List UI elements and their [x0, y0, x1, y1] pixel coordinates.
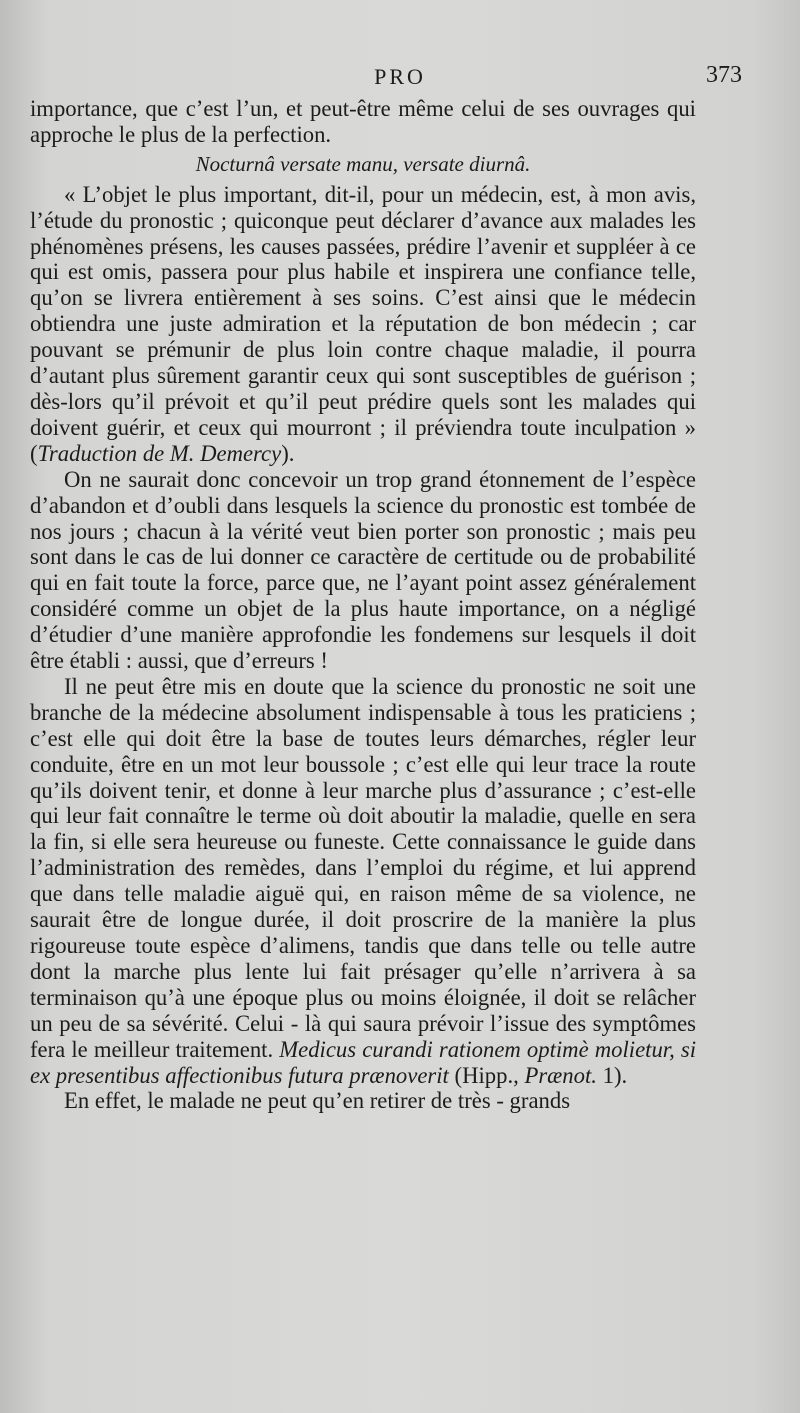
citation-close: ). [281, 440, 295, 466]
reference-close: 1). [596, 1062, 628, 1088]
paragraph: On ne saurait donc concevoir un trop grand étonnement de l’espèce d’abandon et d’oubli dans lesquels la science du pronostic est tombée de nos jours ; chacun à la vérité veut bien porter son pronostic ; mais peu sont dans le cas de lui donner ce caractère de certitude ou de probabilité qui en fait toute la force, parce que, ne l’ayant point assez généralement considéré comme un objet de la plus haute importance, on a négligé d’étudier d’une manière approfondie les fondemens sur lesquels il doit être établi : aussi, que d’erreurs ! [30, 466, 696, 674]
running-title: PRO [374, 64, 426, 89]
quotation-text: « L’objet le plus important, dit-il, pour un médecin, est, à mon avis, l’étude du pronostic ; quiconque peut déclarer d’avance aux malades les phénomènes présens, les causes passées, prédire l’avenir et suppléer à ce qui est omis, passera pour plus habile et inspirera une confiance telle, qu’on se livrera entièrement à ses soins. C’est ainsi que le médecin obtiendra une juste admiration et la réputation de bon médecin ; car pouvant se prémunir de plus loin contre chaque maladie, il pourra d’autant plus sûrement garantir ceux qui sont susceptibles de guérison ; dès-lors qu’il prévoit et qu’il peut prédire quels sont les malades qui doivent guérir, et ceux qui mourront ; il préviendra toute inculpation » ( [30, 181, 696, 466]
reference-abbrev: Prænot. [524, 1062, 597, 1088]
motto: Nocturnâ versate manu, versate diurnâ. [195, 151, 531, 176]
running-head [0, 60, 800, 100]
paragraph [30, 674, 696, 1089]
paragraph-continuation: importance, que c’est l’un, et peut-être même celui de ses ouvrages qui approche le plus de la perfection. [30, 96, 696, 147]
reference-open: (Hipp., [448, 1062, 525, 1088]
body-text [30, 96, 696, 1114]
citation: Traduction de M. Demercy [37, 440, 282, 466]
page-number: 373 [706, 62, 742, 88]
paragraph-quotation [30, 182, 696, 467]
paragraph-last-line: En effet, le malade ne peut qu’en retirer de très - grands [64, 1088, 571, 1114]
latin-quote: Medicus curandi rationem optimè molietur, si ex presentibus affectionibus futura prænoverit [30, 1036, 697, 1088]
paragraph-text: Il ne peut être mis en doute que la science du pronostic ne soit une branche de la médecine absolument indispensable à tous les praticiens ; c’est elle qui doit être la base de toutes leurs démarches, régler leur conduite, être en un mot leur boussole ; c’est elle qui leur trace la route qu’ils doivent tenir, et donne à leur marche plus d’assurance ; c’est-elle qui leur fait connaître le terme où doit aboutir la maladie, quelle en sera la fin, si elle sera heureuse ou funeste. Cette connaissance le guide dans l’administration des remèdes, dans l’emploi du régime, et lui apprend que dans telle maladie aiguë qui, en raison même de sa violence, ne saurait être de longue durée, il doit proscrire de la manière la plus rigoureuse toute espèce d’alimens, tandis que dans telle ou telle autre dont la marche plus lente lui fait présager qu’elle n’arrivera à sa terminaison qu’à une époque plus ou moins éloignée, il doit se relâcher un peu de sa sévérité. Celui - là qui saura prévoir l’issue des symptômes fera le meilleur traitement. [30, 673, 696, 1062]
